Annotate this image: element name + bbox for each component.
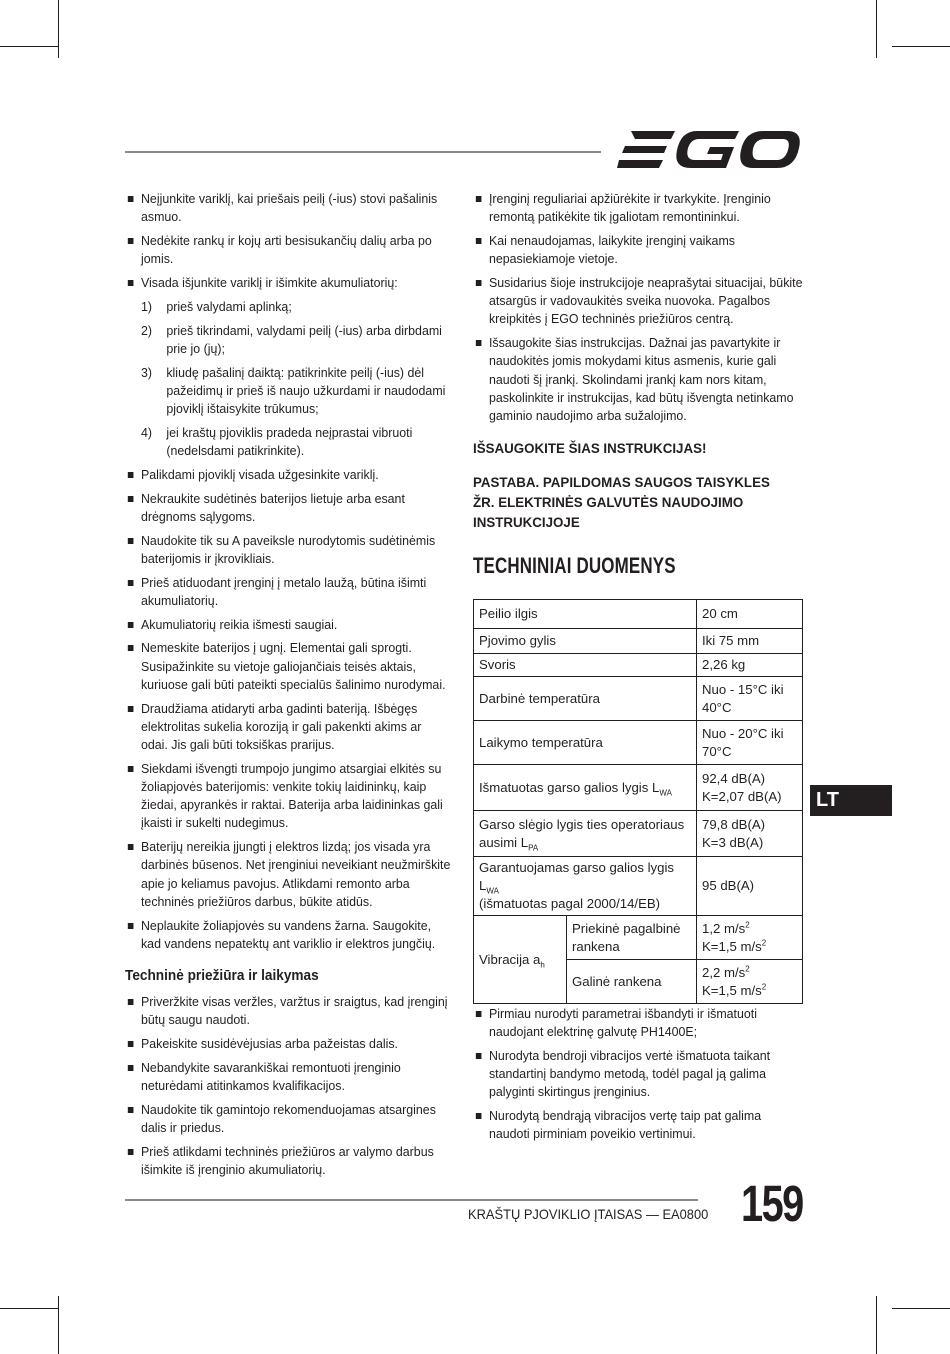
superscript: 2	[745, 920, 750, 930]
list-item: Neįjunkite variklį, kai priešais peilį (-ius) stovi pašalinis asmuo.	[125, 190, 451, 226]
label-text: Garso slėgio lygis ties operatoriaus	[479, 816, 685, 832]
item-text: kliudę pašalinį daiktą: patikrinkite peilį (-ius) dėl pažeidimų ir prieš iš naujo užkurdami ir naudodami pjoviklį ištaisykite trūkumus;	[166, 364, 446, 416]
language-tab: LT	[810, 785, 892, 816]
list-item: Draudžiama atidaryti arba gadinti bateriją. Išbėgęs elektrolitas sukelia koroziją ir gali pakenkti akims ar odai. Jis gali būti toksiškas prarijus.	[125, 700, 451, 755]
item-number: 1)	[140, 298, 153, 314]
spec-value	[697, 916, 803, 960]
safety-list-a	[125, 190, 451, 292]
label-text: ausimi L	[479, 834, 529, 850]
footer-title: KRAŠTŲ PJOVIKLIO ĮTAISAS — EA0800	[468, 1206, 709, 1222]
table-row	[474, 654, 803, 677]
spec-value: 95 dB(A)	[697, 857, 803, 916]
crop-mark	[58, 1296, 59, 1354]
value-line: Nuo - 20°C iki	[702, 725, 784, 741]
safety-list-b	[125, 466, 451, 953]
value-line: 2,2 m/s	[702, 964, 746, 980]
list-item: Pirmiau nurodyti parametrai išbandyti ir išmatuoti naudojant elektrinę galvutę PH1400E;	[473, 1005, 783, 1041]
list-item: Susidarius šioje instrukcijoje neaprašytai situacijai, būkite atsargūs ir vadovaukitės sveika nuovoka. Pagalbos kreipkitės į EGO techninės priežiūros centrą.	[473, 274, 804, 329]
spec-value	[697, 960, 803, 1004]
spec-label: Darbinė temperatūra	[474, 677, 697, 721]
table-row	[474, 600, 803, 629]
superscript: 2	[761, 982, 767, 992]
value-line: 1,2 m/s	[702, 920, 746, 936]
item-text: jei kraštų pjoviklis pradeda neįprastai vibruoti (nedelsdami patikrinkite).	[166, 424, 413, 458]
crop-mark	[892, 1308, 950, 1309]
table-row	[474, 857, 803, 916]
table-row	[474, 677, 803, 721]
notes-list	[473, 1005, 783, 1144]
list-item: Nekraukite sudėtinės baterijos lietuje arba esant drėgnoms sąlygoms.	[125, 490, 451, 526]
list-item: Išsaugokite šias instrukcijas. Dažnai jas pavartykite ir naudokitės jomis mokydami kitus asmenis, kurie gali naudoti šį įrankį. Skolindami įrankį kam nors kitam, paskolinkite ir instrukcijas, kad būtų išvengta netinkamo gaminio naudojimo arba sužalojimo.	[473, 334, 804, 425]
item-number: 4)	[140, 424, 153, 440]
list-item: Nedėkite rankų ir kojų arti besisukančių dalių arba po jomis.	[125, 232, 451, 268]
list-item: Naudokite tik gamintojo rekomenduojamas atsargines dalis ir priedus.	[125, 1101, 451, 1137]
spec-label	[474, 916, 567, 1004]
spec-value	[697, 765, 803, 811]
technical-data-table	[473, 599, 803, 1004]
value-line: 79,8 dB(A)	[702, 816, 766, 832]
list-item: Priveržkite visas veržles, varžtus ir sraigtus, kad įrenginį būtų saugu naudoti.	[125, 993, 451, 1029]
care-list	[473, 190, 804, 425]
subscript: WA	[486, 886, 499, 896]
numbered-item	[125, 424, 451, 460]
list-item: Palikdami pjoviklį visada užgesinkite variklį.	[125, 466, 451, 484]
list-item: Pakeiskite susidėvėjusias arba pažeistas dalis.	[125, 1035, 451, 1053]
value-line: K=1,5 m/s	[702, 938, 762, 954]
spec-value: Iki 75 mm	[697, 629, 803, 654]
table-row	[474, 629, 803, 654]
list-item: Visada išjunkite variklį ir išimkite akumuliatorių:	[125, 274, 451, 292]
crop-mark	[892, 46, 950, 47]
label-text: (išmatuotas pagal 2000/14/EB)	[479, 896, 661, 911]
spec-value	[697, 721, 803, 765]
value-line: 92,4 dB(A)	[702, 770, 766, 786]
spec-label: Laikymo temperatūra	[474, 721, 697, 765]
crop-mark	[876, 0, 877, 58]
item-text: prieš valydami aplinką;	[166, 298, 292, 314]
list-item: Neplaukite žoliapjovės su vandens žarna. Saugokite, kad vandens nepatektų ant variklio ir elektros jungčių.	[125, 917, 451, 953]
subscript: h	[540, 960, 545, 970]
item-number: 2)	[140, 322, 153, 338]
spec-value	[697, 811, 803, 857]
list-item: Nemeskite baterijos į ugnį. Elementai gali sprogti. Susipažinkite su vietoje galiojančiais teisės aktais, kuriuose gali būti pateikti specialūs šalinimo nurodymai.	[125, 639, 451, 694]
spec-label: Pjovimo gylis	[474, 629, 697, 654]
table-notes	[473, 1005, 783, 1149]
spec-label: Svoris	[474, 654, 697, 677]
numbered-list	[125, 298, 451, 460]
spec-value	[697, 677, 803, 721]
numbered-item	[125, 298, 451, 316]
list-item: Nebandykite savarankiškai remontuoti įrenginio neturėdami atitinkamos kvalifikacijos.	[125, 1059, 451, 1095]
value-line: 70°C	[702, 743, 732, 759]
crop-mark	[0, 1308, 58, 1309]
page-number: 159	[741, 1175, 803, 1232]
left-column	[125, 190, 451, 1185]
numbered-item	[125, 364, 451, 419]
item-text: prieš tikrindami, valydami peilį (-ius) arba dirbdami prie jo (jų);	[166, 322, 442, 356]
item-number: 3)	[140, 364, 153, 380]
numbered-item	[125, 322, 451, 358]
value-line: 40°C	[702, 699, 732, 715]
value-line: K=1,5 m/s	[702, 982, 762, 998]
crop-mark	[58, 0, 59, 58]
footer-rule	[125, 1199, 698, 1201]
note-line: PASTABA. PAPILDOMAS SAUGOS TAISYKLES	[473, 475, 770, 492]
spec-sublabel: Priekinė pagalbinė rankena	[567, 916, 697, 960]
value-line: Nuo - 15°C iki	[702, 681, 784, 697]
list-item: Nurodyta bendroji vibracijos vertė išmatuota taikant standartinį bandymo metodą, todėl pagal ją galima palyginti skirtingus įrenginius.	[473, 1047, 783, 1102]
table-row	[474, 721, 803, 765]
additional-safety-note	[473, 473, 804, 533]
superscript: 2	[761, 938, 767, 948]
header-rule	[125, 151, 601, 153]
spec-label: Peilio ilgis	[474, 600, 697, 629]
list-item: Nurodytą bendrąją vibracijos vertę taip pat galima naudoti pirminiam poveikio vertinimui.	[473, 1107, 783, 1143]
note-line: INSTRUKCIJOJE	[473, 515, 580, 532]
maintenance-list	[125, 993, 451, 1179]
table-row	[474, 811, 803, 857]
list-item: Akumuliatorių reikia išmesti saugiai.	[125, 616, 451, 634]
value-line: K=2,07 dB(A)	[702, 788, 782, 804]
spec-label	[474, 857, 697, 916]
crop-mark	[0, 46, 58, 47]
list-item: Naudokite tik su A paveiksle nurodytomis sudėtinėmis baterijomis ir įkrovikliais.	[125, 532, 451, 568]
subscript: PA	[528, 843, 539, 853]
save-instructions-note: IŠSAUGOKITE ŠIAS INSTRUKCIJAS!	[473, 441, 707, 458]
right-column	[473, 190, 804, 603]
subscript: WA	[659, 788, 672, 798]
value-line: K=3 dB(A)	[702, 834, 764, 850]
list-item: Siekdami išvengti trumpojo jungimo atsargiai elkitės su žoliapjovės baterijomis: venkite tokių laidininkų, kaip žiedai, apyrankės ir raktai. Baterija arba laidininkas gali įkaisti ir sukelti nudegimus.	[125, 760, 451, 833]
spec-value: 2,26 kg	[697, 654, 803, 677]
list-item: Prieš atlikdami techninės priežiūros ar valymo darbus išimkite iš įrenginio akumuliatorių.	[125, 1143, 451, 1179]
crop-mark	[876, 1296, 877, 1354]
list-item: Baterijų nereikia įjungti į elektros lizdą; jos visada yra darbinės būsenos. Net įrenginiui neveikiant neužmirškite apie jo keliamus pavojus. Atlikdami remonto arba techninės priežiūros darbus, būkite atidūs.	[125, 838, 451, 911]
list-item: Prieš atiduodant įrenginį į metalo laužą, būtina išimti akumuliatorių.	[125, 574, 451, 610]
table-row	[474, 916, 803, 960]
note-line: ŽR. ELEKTRINĖS GALVUTĖS NAUDOJIMO	[473, 495, 744, 512]
label-text: Garantuojamas garso galios lygis L	[479, 860, 674, 893]
superscript: 2	[745, 964, 750, 974]
spec-label	[474, 811, 697, 857]
table-row	[474, 765, 803, 811]
list-item: Įrenginį reguliariai apžiūrėkite ir tvarkykite. Įrenginio remontą patikėkite tik įgaliotam remontininkui.	[473, 190, 804, 226]
ego-logo	[617, 128, 800, 172]
label-text: Vibracija a	[479, 951, 541, 967]
spec-sublabel: Galinė rankena	[567, 960, 697, 1004]
spec-label	[474, 765, 697, 811]
list-item: Kai nenaudojamas, laikykite įrenginį vaikams nepasiekiamoje vietoje.	[473, 232, 804, 268]
section-title: TECHNINIAI DUOMENYS	[473, 553, 676, 579]
label-text: Išmatuotas garso galios lygis L	[479, 779, 660, 795]
spec-value: 20 cm	[697, 600, 803, 629]
maintenance-heading: Techninė priežiūra ir laikymas	[125, 968, 319, 985]
